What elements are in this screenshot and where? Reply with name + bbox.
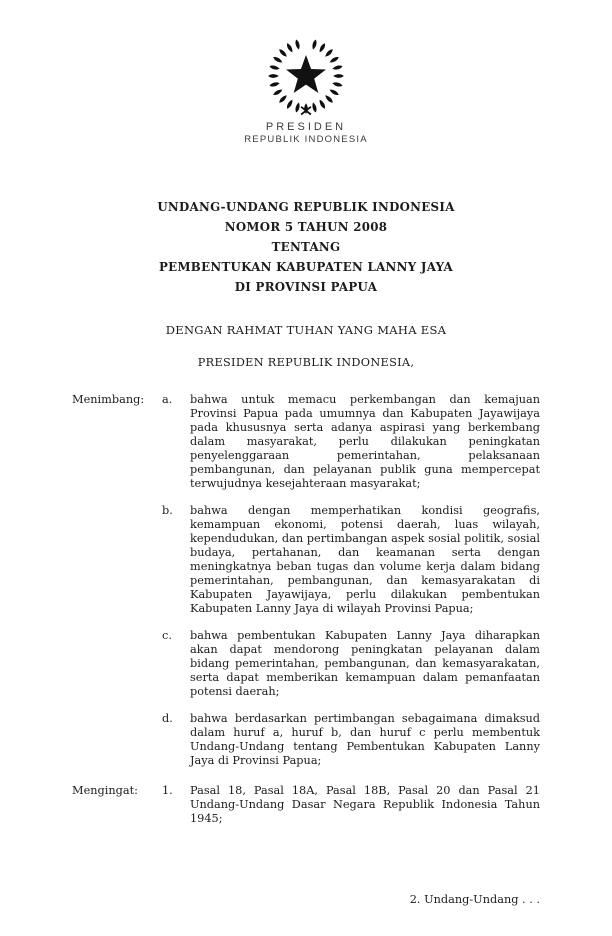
item-text: bahwa pembentukan Kabupaten Lanny Jaya diharapkan akan dapat mendorong peningkatan pelayanan dalam bidang pemerintahan, pembangunan, dan kemasyarakatan, serta dapat memberikan kemampuan dalam pemanfaatan potensi daerah; [190,629,540,698]
mengingat-label: Mengingat: [72,784,138,797]
item-marker: 1. [162,784,173,797]
document-title [72,197,540,297]
menimbang-section [72,393,540,768]
mengingat-section [72,784,540,826]
president-line: PRESIDEN REPUBLIK INDONESIA, [197,356,415,369]
menimbang-item [72,504,540,616]
star-wreath-emblem-icon [263,34,349,118]
item-marker: a. [162,393,173,406]
grace-line: DENGAN RAHMAT TUHAN YANG MAHA ESA [165,323,447,337]
menimbang-item [72,712,540,768]
presidential-seal [72,34,540,145]
item-text: Pasal 18, Pasal 18A, Pasal 18B, Pasal 20 dan Pasal 21 Undang-Undang Dasar Negara Republik Indonesia Tahun 1945; [190,784,540,825]
mengingat-item [72,784,540,826]
item-text: bahwa berdasarkan pertimbangan sebagaimana dimaksud dalam huruf a, huruf b, dan huruf c perlu membentuk Undang-Undang tentang Pembentukan Kabupaten Lanny Jaya di Provinsi Papua; [190,712,540,767]
item-marker: c. [162,629,172,642]
title-line-2: NOMOR 5 TAHUN 2008 [224,220,388,234]
continuation-catchword: 2. Undang-Undang . . . [409,893,540,906]
document-body [72,393,540,826]
item-marker: b. [162,504,173,517]
item-text: bahwa untuk memacu perkembangan dan kemajuan Provinsi Papua pada umumnya dan Kabupaten Jayawijaya pada khususnya serta adanya aspirasi yang berkembang dalam masyarakat, perlu dilakukan peningkatan penyelenggaraan pemerintahan, pelaksanaan pembangunan, dan pelayanan publik guna mempercepat terwujudnya kesejahteraan masyarakat; [190,393,540,490]
title-line-1: UNDANG-UNDANG REPUBLIK INDONESIA [157,200,455,214]
item-marker: d. [162,712,173,725]
menimbang-item [72,393,540,491]
item-text: bahwa dengan memperhatikan kondisi geografis, kemampuan ekonomi, potensi daerah, luas wilayah, kependudukan, dan pertimbangan aspek sosial politik, sosial budaya, pertahanan, dan keamanan serta dengan meningkatnya beban tugas dan volume kerja dalam bidang pemerintahan, pembangunan, dan kemasyarakatan di Kabupaten Jayawijaya, perlu dilakukan pembentukan Kabupaten Lanny Jaya di wilayah Provinsi Papua; [190,504,540,615]
seal-subtitle: REPUBLIK INDONESIA [244,134,368,145]
seal-star-icon [286,55,326,93]
title-line-3: TENTANG [271,240,341,254]
menimbang-item [72,629,540,699]
title-line-5: DI PROVINSI PAPUA [234,280,378,294]
title-line-4: PEMBENTUKAN KABUPATEN LANNY JAYA [158,260,454,274]
seal-title: PRESIDEN [265,121,347,133]
menimbang-label: Menimbang: [72,393,145,406]
